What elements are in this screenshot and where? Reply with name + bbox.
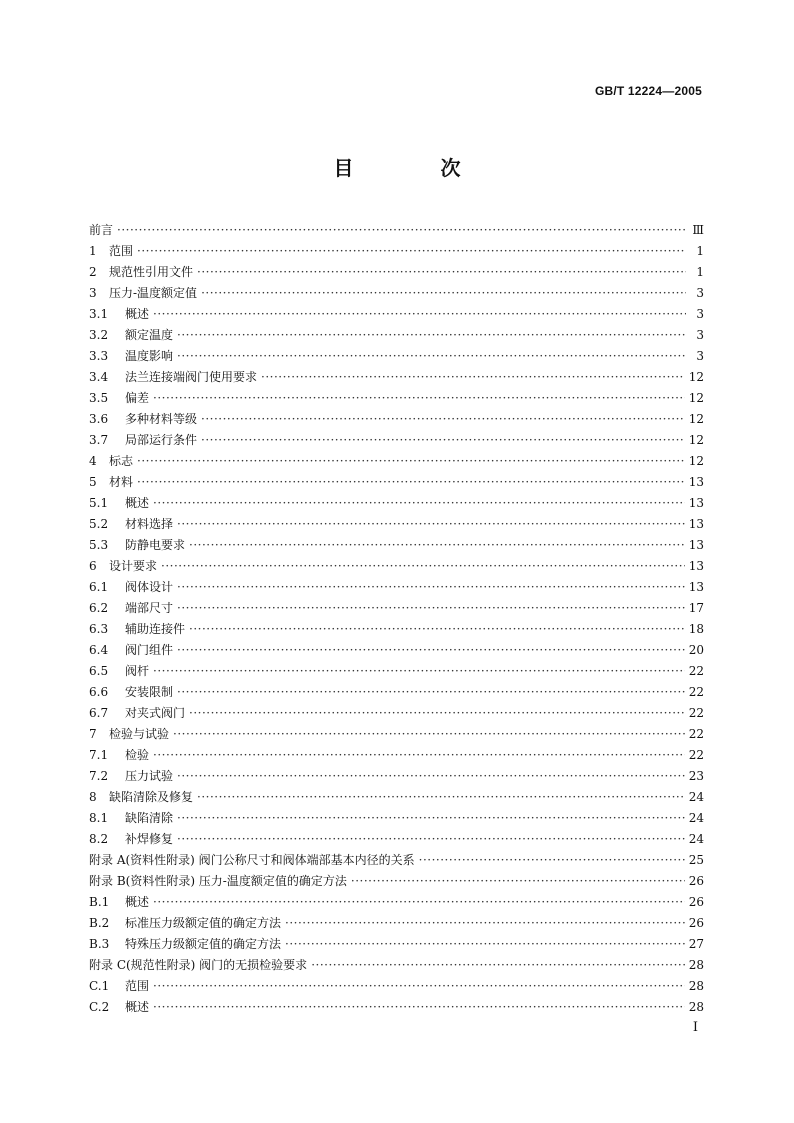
toc-entry-label: 范围 [109,244,134,258]
toc-entry-label: 附录 A(资料性附录) 阀门公称尺寸和阀体端部基本内径的关系 [89,853,415,867]
dot-leader [419,850,685,871]
toc-entry-number: 5 [89,475,97,489]
toc-entry-label: 设计要求 [109,559,158,573]
toc-entry-number: C.2 [89,1000,110,1014]
toc-entry-label: 前言 [89,223,114,237]
page-number: I [692,1020,698,1035]
toc-entry-page: 17 [688,601,704,615]
toc-entry[interactable] [89,220,704,241]
toc-entry[interactable] [89,850,704,871]
toc-entry[interactable] [89,325,704,346]
toc-entry-page: 25 [688,853,704,867]
toc-entry-label: 概述 [125,307,150,321]
toc-entry[interactable] [89,304,704,325]
toc-entry[interactable] [89,892,704,913]
toc-entry-label: 材料选择 [125,517,174,531]
toc-entry[interactable] [89,682,704,703]
toc-entry-page: 12 [688,433,704,447]
toc-entry-page: 13 [688,475,704,489]
toc-entry-page: 28 [688,1000,704,1014]
dot-leader [261,367,685,388]
toc-entry[interactable] [89,766,704,787]
toc-entry[interactable] [89,451,704,472]
toc-entry[interactable] [89,346,704,367]
toc-entry-number: B.1 [89,895,110,909]
document-code: GB/T 12224—2005 [594,84,702,98]
toc-entry-page: 13 [688,580,704,594]
toc-entry-number: 3.4 [89,370,109,384]
dot-leader [177,346,686,367]
toc-entry-number: 8 [89,790,97,804]
dot-leader [177,325,686,346]
toc-entry[interactable] [89,997,704,1018]
toc-entry-label: 概述 [125,496,150,510]
toc-entry-page: 24 [688,811,704,825]
dot-leader [177,808,685,829]
toc-entry[interactable] [89,934,704,955]
toc-entry-page: 13 [688,559,704,573]
toc-entry-label: 压力-温度额定值 [109,286,198,300]
toc-entry-page: 26 [688,874,704,888]
toc-entry-number: B.2 [89,916,110,930]
toc-entry[interactable] [89,913,704,934]
toc-entry[interactable] [89,430,704,451]
dot-leader [153,892,685,913]
dot-leader [153,745,685,766]
dot-leader [137,472,685,493]
toc-entry-label: 检验 [125,748,150,762]
dot-leader [177,577,685,598]
toc-entry-number: 3.7 [89,433,109,447]
dot-leader [189,619,685,640]
toc-entry-number: 3.3 [89,349,109,363]
dot-leader [153,976,685,997]
toc-entry[interactable] [89,556,704,577]
toc-entry-label: 附录 C(规范性附录) 阀门的无损检验要求 [89,958,308,972]
toc-entry-label: 温度影响 [125,349,174,363]
dot-leader [189,703,685,724]
toc-entry-page: 20 [688,643,704,657]
toc-entry-label: 补焊修复 [125,832,174,846]
toc-entry-page: 12 [688,412,704,426]
toc-entry[interactable] [89,493,704,514]
dot-leader [161,556,685,577]
toc-entry-number: 6.7 [89,706,109,720]
toc-entry-page: 12 [688,391,704,405]
toc-entry-page: 22 [688,748,704,762]
toc-entry[interactable] [89,661,704,682]
toc-entry-number: 3.6 [89,412,109,426]
toc-entry[interactable] [89,955,704,976]
toc-entry-number: 6.1 [89,580,109,594]
toc-entry-page: 3 [696,307,704,321]
toc-entry[interactable] [89,871,704,892]
toc-entry-number: 8.1 [89,811,109,825]
toc-entry[interactable] [89,787,704,808]
toc-entry-page: 3 [696,328,704,342]
toc-entry-number: 7.1 [89,748,109,762]
toc-entry[interactable] [89,283,704,304]
dot-leader [177,829,685,850]
toc-entry[interactable] [89,619,704,640]
toc-entry-number: B.3 [89,937,110,951]
toc-entry[interactable] [89,808,704,829]
dot-leader [137,241,686,262]
dot-leader [311,955,685,976]
toc-entry-number: 6 [89,559,97,573]
table-of-contents [89,220,704,1018]
dot-leader [173,724,685,745]
toc-entry[interactable] [89,577,704,598]
dot-leader [153,304,686,325]
toc-entry-page: 1 [696,244,704,258]
toc-entry-page: 23 [688,769,704,783]
toc-entry-number: 1 [89,244,97,258]
toc-entry[interactable] [89,472,704,493]
dot-leader [285,913,685,934]
toc-entry-label: 概述 [125,1000,150,1014]
page-title: 目 次 [333,156,501,180]
toc-entry-number: 7 [89,727,97,741]
toc-entry-label: 安装限制 [125,685,174,699]
toc-entry[interactable] [89,829,704,850]
toc-entry-page: 12 [688,370,704,384]
toc-entry[interactable] [89,703,704,724]
toc-entry-page: 26 [688,895,704,909]
toc-entry-label: 材料 [109,475,134,489]
toc-entry-label: 多种材料等级 [125,412,198,426]
toc-entry-page: 27 [688,937,704,951]
toc-entry-number: 5.1 [89,496,109,510]
dot-leader [189,535,685,556]
toc-entry[interactable] [89,976,704,997]
toc-entry-number: C.1 [89,979,110,993]
dot-leader [137,451,685,472]
toc-entry[interactable] [89,367,704,388]
toc-entry-number: 5.2 [89,517,109,531]
toc-entry[interactable] [89,640,704,661]
toc-entry-label: 法兰连接端阀门使用要求 [125,370,258,384]
toc-entry-page: 13 [688,496,704,510]
toc-entry-page: 13 [688,538,704,552]
toc-entry[interactable] [89,724,704,745]
dot-leader [177,766,685,787]
toc-entry-page: Ⅲ [692,223,704,237]
toc-entry-label: 辅助连接件 [125,622,186,636]
toc-entry-page: 1 [696,265,704,279]
dot-leader [201,430,685,451]
toc-entry-label: 范围 [125,979,150,993]
toc-entry[interactable] [89,388,704,409]
toc-entry-page: 22 [688,664,704,678]
toc-entry-page: 13 [688,517,704,531]
dot-leader [197,262,686,283]
toc-entry-label: 标志 [109,454,134,468]
toc-entry-number: 6.5 [89,664,109,678]
toc-entry-number: 6.6 [89,685,109,699]
toc-entry-label: 端部尺寸 [125,601,174,615]
toc-entry-label: 缺陷清除及修复 [109,790,194,804]
dot-leader [177,598,685,619]
toc-entry-number: 5.3 [89,538,109,552]
toc-entry-page: 28 [688,979,704,993]
toc-entry-number: 6.4 [89,643,109,657]
dot-leader [153,661,685,682]
toc-entry-label: 局部运行条件 [125,433,198,447]
toc-entry-number: 3.1 [89,307,109,321]
dot-leader [177,682,685,703]
toc-entry-page: 24 [688,790,704,804]
toc-entry-number: 8.2 [89,832,109,846]
toc-entry-label: 检验与试验 [109,727,170,741]
toc-entry[interactable] [89,745,704,766]
toc-entry-page: 3 [696,286,704,300]
toc-entry-label: 对夹式阀门 [125,706,186,720]
toc-entry-label: 特殊压力级额定值的确定方法 [125,937,282,951]
toc-entry-label: 额定温度 [125,328,174,342]
dot-leader [153,493,685,514]
toc-entry[interactable] [89,598,704,619]
toc-entry-label: 阀杆 [125,664,150,678]
toc-entry-label: 附录 B(资料性附录) 压力-温度额定值的确定方法 [89,874,347,888]
toc-entry-label: 压力试验 [125,769,174,783]
toc-entry-label: 偏差 [125,391,150,405]
toc-entry-page: 24 [688,832,704,846]
toc-entry[interactable] [89,409,704,430]
dot-leader [197,787,685,808]
toc-entry-page: 28 [688,958,704,972]
toc-entry-number: 7.2 [89,769,109,783]
toc-entry-number: 2 [89,265,97,279]
toc-entry-page: 18 [688,622,704,636]
dot-leader [285,934,685,955]
toc-entry-label: 标准压力级额定值的确定方法 [125,916,282,930]
toc-entry-number: 3.5 [89,391,109,405]
toc-entry-label: 概述 [125,895,150,909]
toc-entry-number: 3.2 [89,328,109,342]
toc-entry[interactable] [89,535,704,556]
dot-leader [177,640,685,661]
toc-entry-label: 阀体设计 [125,580,174,594]
dot-leader [153,388,685,409]
toc-entry-page: 26 [688,916,704,930]
toc-entry-number: 6.3 [89,622,109,636]
dot-leader [117,220,686,241]
toc-entry-number: 3 [89,286,97,300]
dot-leader [153,997,685,1018]
toc-entry-number: 4 [89,454,97,468]
toc-entry-page: 3 [696,349,704,363]
toc-entry-page: 22 [688,706,704,720]
toc-entry-label: 规范性引用文件 [109,265,194,279]
dot-leader [351,871,685,892]
toc-entry-page: 22 [688,727,704,741]
toc-entry-label: 阀门组件 [125,643,174,657]
toc-entry-label: 缺陷清除 [125,811,174,825]
dot-leader [177,514,685,535]
toc-entry[interactable] [89,514,704,535]
dot-leader [201,409,685,430]
dot-leader [201,283,686,304]
toc-entry-number: 6.2 [89,601,109,615]
toc-entry-page: 22 [688,685,704,699]
toc-entry[interactable] [89,262,704,283]
toc-entry-label: 防静电要求 [125,538,186,552]
toc-entry[interactable] [89,241,704,262]
toc-entry-page: 12 [688,454,704,468]
